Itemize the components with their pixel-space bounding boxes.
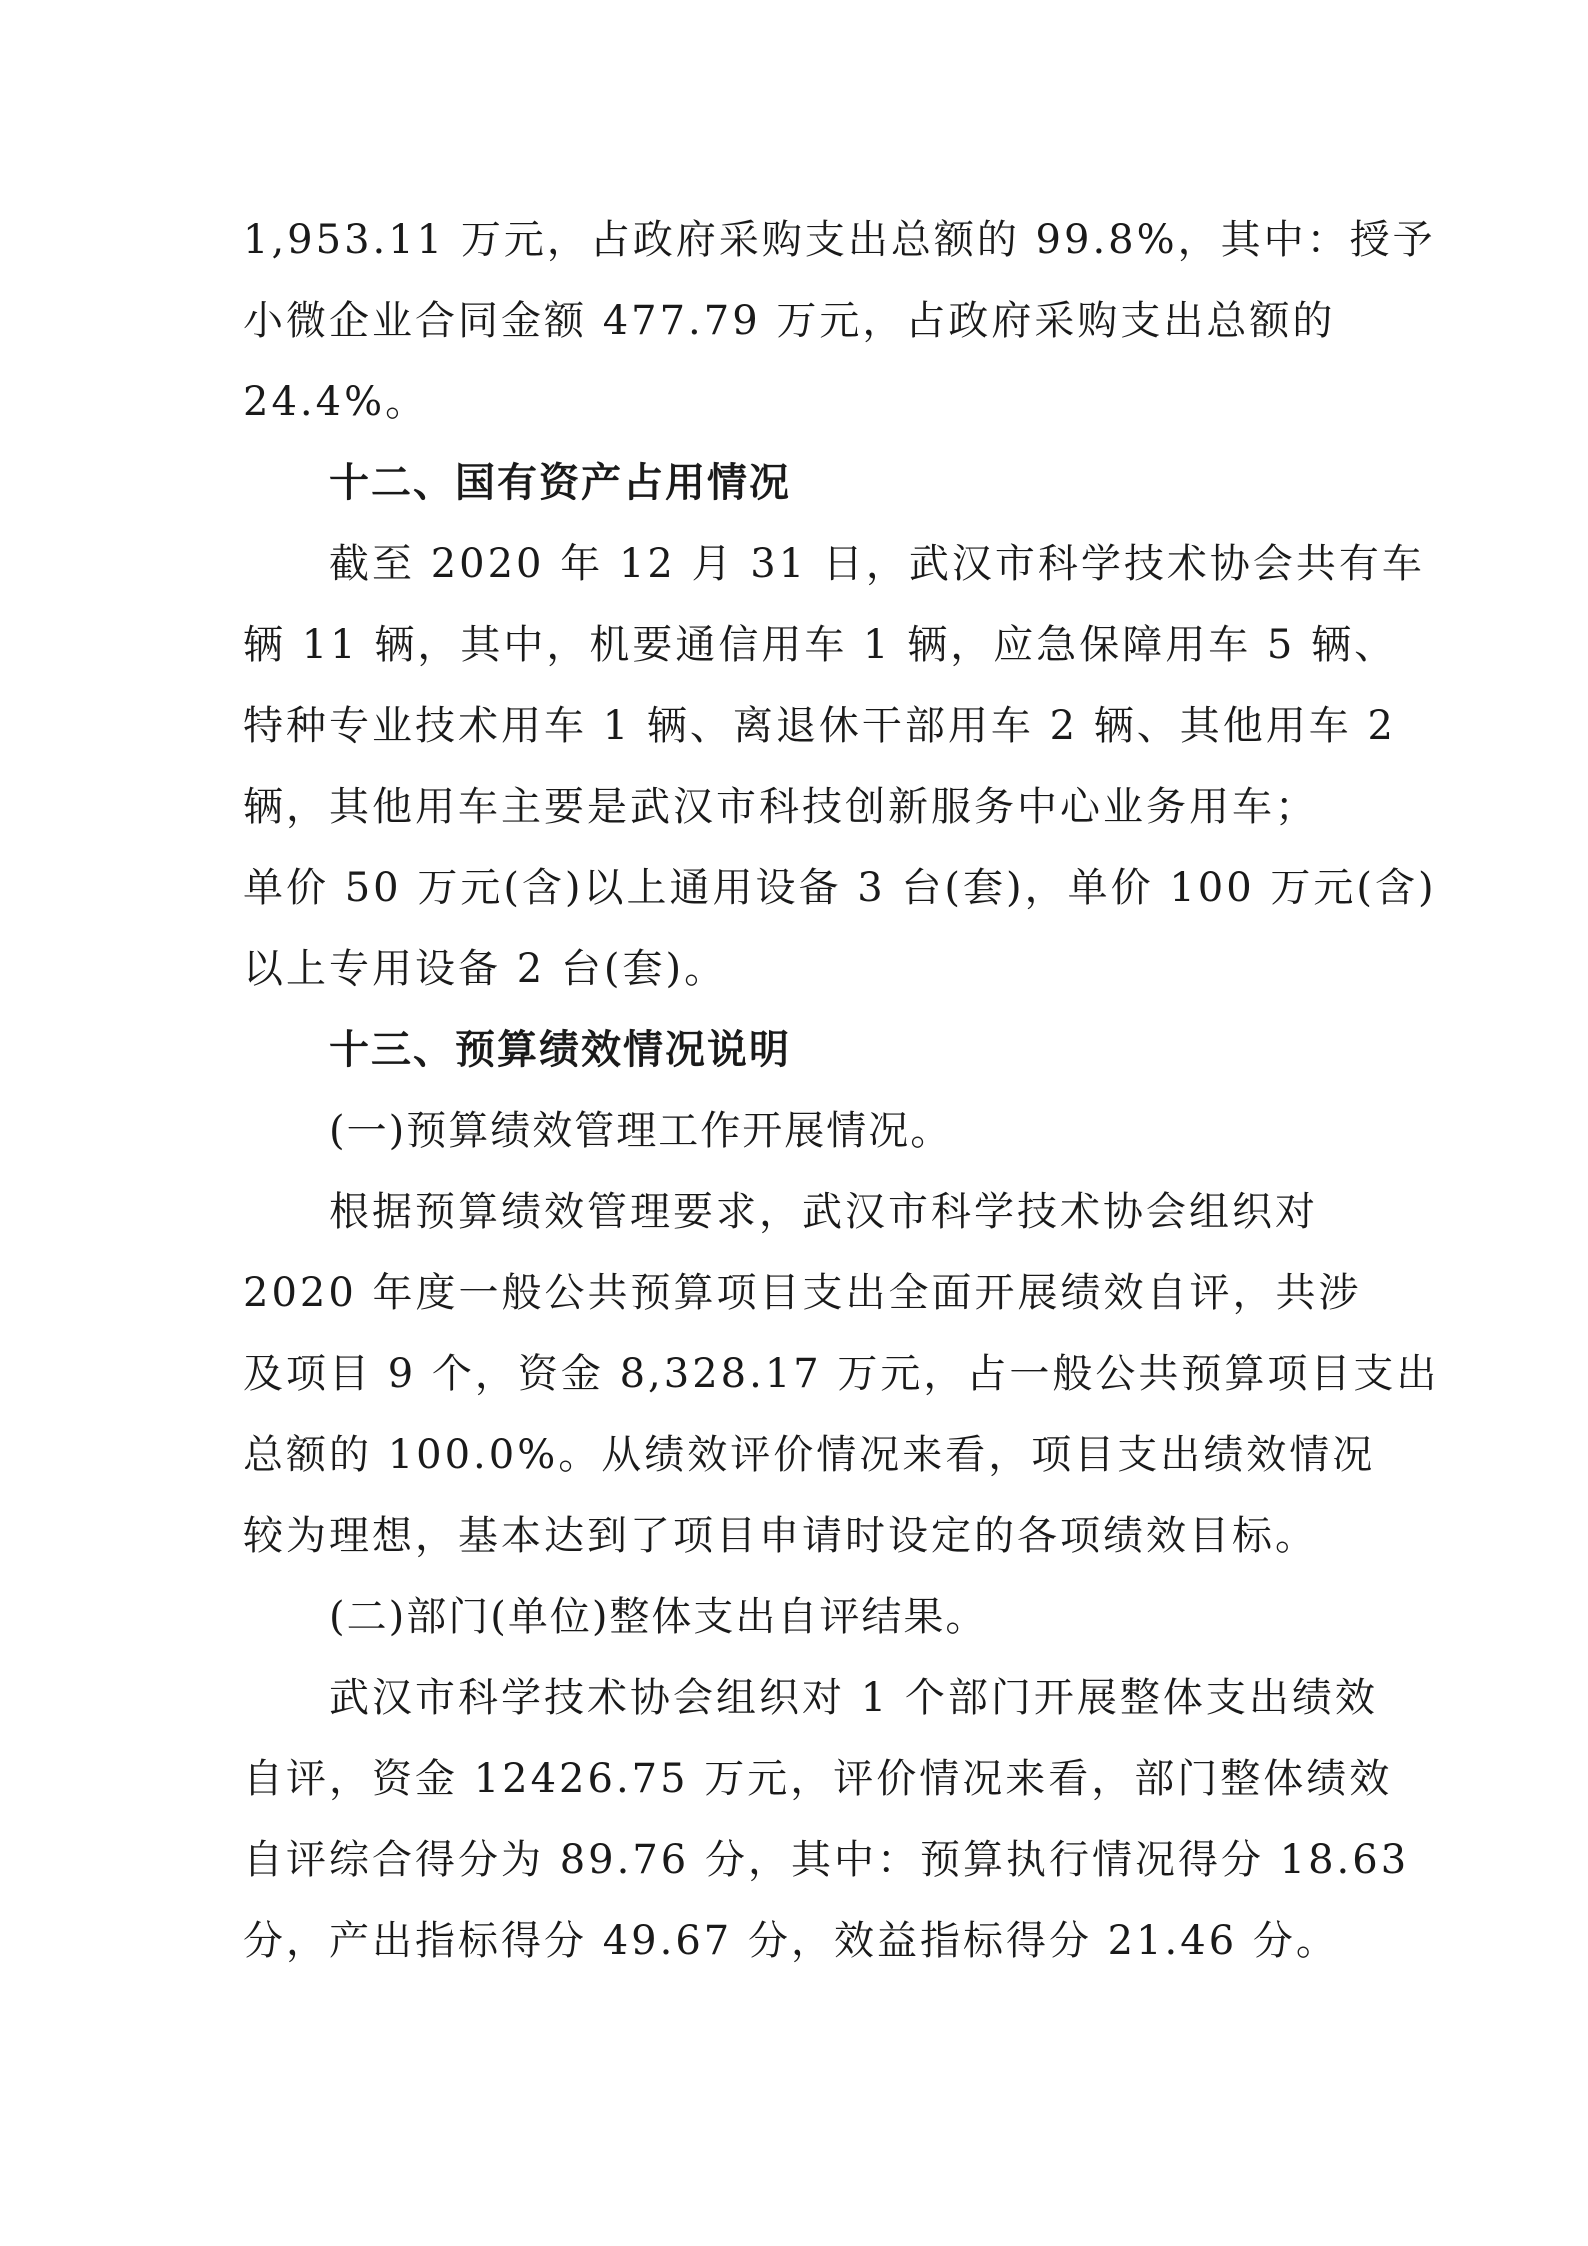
document-body: [243, 200, 1440, 1982]
body-text-line: 总额的 100.0%。从绩效评价情况来看，项目支出绩效情况: [243, 1432, 1376, 1478]
body-text-line: 1,953.11 万元，占政府采购支出总额的 99.8%，其中：授予: [243, 217, 1436, 263]
paragraph-start-line: 武汉市科学技术协会组织对 1 个部门开展整体支出绩效: [329, 1675, 1378, 1721]
body-text-line: 单价 50 万元(含)以上通用设备 3 台(套)，单价 100 万元(含): [243, 865, 1437, 911]
body-text-line: 小微企业合同金额 477.79 万元，占政府采购支出总额的: [243, 298, 1336, 344]
body-text-line: 自评，资金 12426.75 万元，评价情况来看，部门整体绩效: [243, 1756, 1393, 1802]
body-text-line: 自评综合得分为 89.76 分，其中：预算执行情况得分 18.63: [243, 1837, 1410, 1883]
paragraph-start-line: 截至 2020 年 12 月 31 日，武汉市科学技术协会共有车: [329, 541, 1425, 587]
body-text-line: 及项目 9 个，资金 8,328.17 万元，占一般公共预算项目支出: [243, 1351, 1440, 1397]
body-text-line: 以上专用设备 2 台(套)。: [243, 946, 728, 992]
body-text-line: 特种专业技术用车 1 辆、离退休干部用车 2 辆、其他用车 2: [243, 703, 1396, 749]
body-text-line: 较为理想，基本达到了项目申请时设定的各项绩效目标。: [243, 1513, 1318, 1559]
body-text-line: 2020 年度一般公共预算项目支出全面开展绩效自评，共涉: [243, 1270, 1362, 1316]
subsection-heading: (二)部门(单位)整体支出自评结果。: [329, 1594, 988, 1640]
body-text-line: 辆，其他用车主要是武汉市科技创新服务中心业务用车；: [243, 784, 1318, 830]
body-text-line: 辆 11 辆，其中，机要通信用车 1 辆，应急保障用车 5 辆、: [243, 622, 1398, 668]
subsection-heading: (一)预算绩效管理工作开展情况。: [329, 1108, 953, 1154]
section-heading: 十三、预算绩效情况说明: [329, 1027, 791, 1073]
paragraph-start-line: 根据预算绩效管理要求，武汉市科学技术协会组织对: [329, 1189, 1318, 1235]
section-heading: 十二、国有资产占用情况: [329, 460, 791, 506]
body-text-line: 分，产出指标得分 49.67 分，效益指标得分 21.46 分。: [243, 1918, 1339, 1964]
body-text-line: 24.4%。: [243, 379, 429, 425]
